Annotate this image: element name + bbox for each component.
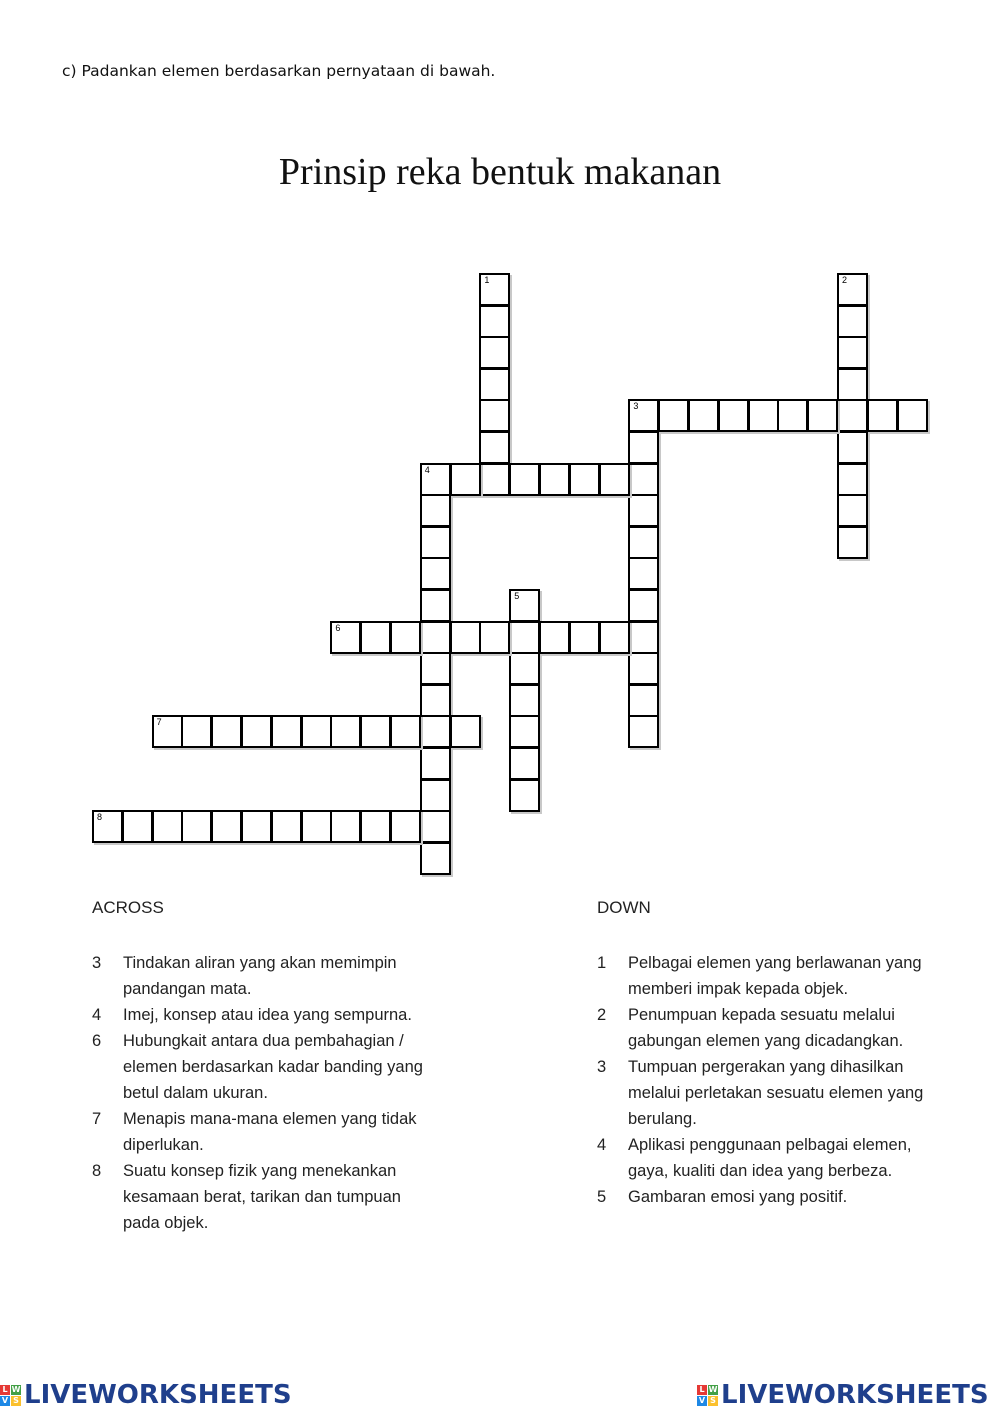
crossword-cell[interactable] — [479, 621, 510, 654]
clue-number: 5 — [597, 1188, 607, 1206]
crossword-cell[interactable] — [241, 810, 272, 843]
crossword-cell[interactable] — [509, 652, 540, 685]
clue-number-label: 5 — [514, 591, 520, 601]
crossword-cell[interactable] — [509, 715, 540, 748]
crossword-cell-input[interactable] — [422, 496, 449, 525]
crossword-cell-input[interactable] — [899, 401, 926, 430]
crossword-cell[interactable] — [479, 305, 510, 338]
crossword-cell-input[interactable] — [422, 717, 449, 746]
crossword-cell[interactable] — [569, 621, 600, 654]
crossword-cell[interactable] — [211, 810, 242, 843]
crossword-cell-input[interactable] — [571, 623, 598, 652]
crossword-cell[interactable] — [181, 715, 212, 748]
crossword-cell-input[interactable] — [779, 401, 806, 430]
crossword-cell[interactable] — [122, 810, 153, 843]
crossword-cell-input[interactable] — [511, 686, 538, 715]
crossword-cell-input[interactable] — [303, 812, 330, 841]
crossword-cell[interactable] — [360, 621, 391, 654]
crossword-cell-input[interactable] — [452, 717, 479, 746]
crossword-cell[interactable] — [330, 810, 361, 843]
crossword-cell-input[interactable] — [541, 623, 568, 652]
crossword-cell[interactable] — [330, 621, 361, 654]
crossword-cell[interactable] — [360, 715, 391, 748]
clue-text: Gambaran emosi yang positif. — [628, 1188, 848, 1206]
crossword-cell-input[interactable] — [630, 654, 657, 683]
across-clue — [92, 1028, 472, 1106]
clue-number-label: 7 — [156, 717, 162, 728]
down-clue — [597, 1132, 977, 1184]
crossword-cell-input[interactable] — [392, 717, 419, 746]
crossword-cell-input[interactable] — [392, 812, 419, 841]
crossword-cell-input[interactable] — [630, 528, 657, 557]
crossword-cell[interactable] — [330, 715, 361, 748]
crossword-cell-input[interactable] — [243, 812, 270, 841]
crossword-cell-input[interactable] — [630, 686, 657, 715]
clue-text: Pelbagai elemen yang berlawanan yang memberi impak kepada objek. — [628, 954, 922, 998]
crossword-cell-input[interactable] — [839, 465, 866, 494]
crossword-cell[interactable] — [569, 463, 600, 496]
crossword-cell-input[interactable] — [511, 717, 538, 746]
crossword-cell-input[interactable] — [630, 401, 657, 430]
crossword-cell[interactable] — [420, 494, 451, 527]
crossword-cell[interactable] — [718, 399, 749, 432]
across-clue — [92, 1002, 472, 1028]
crossword-cell-input[interactable] — [630, 433, 657, 462]
crossword-cell[interactable] — [837, 526, 868, 559]
crossword-cell[interactable] — [271, 810, 302, 843]
crossword-cell[interactable] — [420, 652, 451, 685]
down-clue — [597, 1184, 977, 1210]
crossword-cell[interactable] — [420, 557, 451, 590]
crossword-cell-input[interactable] — [332, 623, 359, 652]
crossword-cell[interactable] — [420, 715, 451, 748]
crossword-cell-input[interactable] — [243, 717, 270, 746]
clue-number: 2 — [597, 1006, 607, 1024]
crossword-cell[interactable] — [181, 810, 212, 843]
clue-text: Penumpuan kepada sesuatu melalui gabungan elemen yang dicadangkan. — [628, 1006, 904, 1050]
crossword-cell-input[interactable] — [332, 717, 359, 746]
down-clue — [597, 1054, 977, 1132]
clue-number-label: 4 — [424, 464, 430, 475]
across-clue — [92, 950, 472, 1002]
across-clues — [92, 898, 472, 1236]
crossword-cell[interactable] — [628, 399, 659, 432]
instruction-text: c) Padankan elemen berdasarkan pernyataan di bawah. — [62, 62, 496, 80]
across-heading: ACROSS — [92, 898, 164, 917]
crossword-cell[interactable] — [390, 621, 421, 654]
down-clue — [597, 950, 977, 1002]
clue-text: Imej, konsep atau idea yang sempurna. — [123, 1006, 412, 1024]
crossword-cell-input[interactable] — [839, 338, 866, 367]
down-clue — [597, 1002, 977, 1054]
clue-number-label: 3 — [633, 401, 639, 412]
crossword-cell-input[interactable] — [422, 528, 449, 557]
crossword-cell-input[interactable] — [422, 686, 449, 715]
crossword-cell[interactable] — [390, 810, 421, 843]
crossword-cell-input[interactable] — [839, 528, 866, 557]
crossword-cell-input[interactable] — [511, 749, 538, 778]
crossword-cell[interactable] — [837, 494, 868, 527]
crossword-cell-input[interactable] — [511, 623, 538, 652]
crossword-cell[interactable] — [479, 431, 510, 464]
crossword-cell[interactable] — [628, 557, 659, 590]
clue-number: 4 — [92, 1006, 102, 1024]
crossword-cell-input[interactable] — [511, 654, 538, 683]
crossword-cell[interactable] — [509, 747, 540, 780]
crossword-cell-input[interactable] — [690, 401, 717, 430]
crossword-cell-input[interactable] — [273, 717, 300, 746]
crossword-cell-input[interactable] — [303, 717, 330, 746]
across-clue — [92, 1158, 472, 1236]
crossword-cell-input[interactable] — [630, 465, 657, 494]
crossword-cell-input[interactable] — [213, 812, 240, 841]
clue-number: 7 — [92, 1110, 102, 1128]
crossword-cell[interactable] — [420, 810, 451, 843]
crossword-cell[interactable] — [837, 336, 868, 369]
crossword-cell-input[interactable] — [511, 465, 538, 494]
crossword-cell-input[interactable] — [809, 401, 836, 430]
crossword-cell-input[interactable] — [452, 465, 479, 494]
crossword-cell[interactable] — [301, 810, 332, 843]
crossword-cell[interactable] — [450, 463, 481, 496]
crossword-cell-input[interactable] — [630, 623, 657, 652]
down-clues — [597, 898, 977, 1210]
crossword-cell-input[interactable] — [452, 623, 479, 652]
crossword-cell[interactable] — [360, 810, 391, 843]
crossword-cell-input[interactable] — [481, 307, 508, 336]
crossword-cell-input[interactable] — [422, 623, 449, 652]
clue-number: 4 — [597, 1136, 607, 1154]
page-title: Prinsip reka bentuk makanan — [278, 151, 722, 193]
crossword-cell[interactable] — [897, 399, 928, 432]
crossword-cell-input[interactable] — [183, 717, 210, 746]
crossword-cell-input[interactable] — [422, 749, 449, 778]
clue-text: Suatu konsep fizik yang menekankan kesamaan berat, tarikan dan tumpuan pada objek. — [123, 1162, 401, 1232]
crossword-cell[interactable] — [539, 463, 570, 496]
crossword-cell[interactable] — [420, 684, 451, 717]
crossword-cell[interactable] — [688, 399, 719, 432]
clue-text: Hubungkait antara dua pembahagian / elemen berdasarkan kadar banding yang betul dalam ukuran. — [123, 1032, 423, 1102]
clue-number: 1 — [597, 954, 607, 972]
crossword-cell-input[interactable] — [422, 654, 449, 683]
crossword-cell[interactable] — [658, 399, 689, 432]
clue-text: Aplikasi penggunaan pelbagai elemen, gaya, kualiti dan idea yang berbeza. — [628, 1136, 912, 1180]
liveworksheets-logo-left — [0, 1381, 292, 1409]
across-clue-list — [92, 950, 472, 1236]
crossword-cell-input[interactable] — [273, 812, 300, 841]
crossword-cell[interactable] — [599, 621, 630, 654]
crossword-cell[interactable] — [628, 684, 659, 717]
crossword-cell-input[interactable] — [869, 401, 896, 430]
crossword-cell[interactable] — [301, 715, 332, 748]
crossword-cell-input[interactable] — [839, 275, 866, 304]
crossword-cell-input[interactable] — [750, 401, 777, 430]
crossword-cell[interactable] — [599, 463, 630, 496]
crossword-cell-input[interactable] — [630, 591, 657, 620]
crossword-cell-input[interactable] — [839, 401, 866, 430]
crossword-cell[interactable] — [509, 621, 540, 654]
clue-number-label: 6 — [335, 622, 341, 633]
crossword-cell-input[interactable] — [511, 591, 538, 620]
crossword-cell-input[interactable] — [601, 465, 628, 494]
crossword-cell[interactable] — [628, 494, 659, 527]
crossword-cell-input[interactable] — [630, 559, 657, 588]
logo-mark-icon — [0, 1385, 21, 1406]
liveworksheets-logo-right — [697, 1381, 989, 1409]
crossword-cell-input[interactable] — [839, 370, 866, 399]
crossword-cell-input[interactable] — [630, 717, 657, 746]
logo-square: V — [698, 1395, 706, 1405]
crossword-cell-input[interactable] — [213, 717, 240, 746]
logo-square: S — [708, 1396, 718, 1406]
crossword-cell[interactable] — [837, 431, 868, 464]
logo-square: W — [708, 1384, 718, 1394]
crossword-cell[interactable] — [539, 621, 570, 654]
crossword-cell[interactable] — [152, 810, 183, 843]
crossword-cell-input[interactable] — [332, 812, 359, 841]
crossword-cell[interactable] — [420, 747, 451, 780]
crossword-cell[interactable] — [479, 368, 510, 401]
crossword-cell[interactable] — [420, 779, 451, 812]
crossword-cell[interactable] — [92, 810, 123, 843]
crossword-cell-input[interactable] — [839, 433, 866, 462]
crossword-cell[interactable] — [211, 715, 242, 748]
logo-text: LIVEWORKSHEETS — [721, 1380, 989, 1410]
clue-text: Menapis mana-mana elemen yang tidak diperlukan. — [123, 1110, 417, 1154]
logo-square: W — [11, 1384, 21, 1394]
crossword-cell[interactable] — [420, 589, 451, 622]
crossword-cell[interactable] — [837, 463, 868, 496]
crossword-cell[interactable] — [509, 463, 540, 496]
crossword-cell[interactable] — [628, 652, 659, 685]
crossword-cell[interactable] — [628, 589, 659, 622]
crossword-cell[interactable] — [479, 399, 510, 432]
logo-square: L — [697, 1385, 707, 1395]
clue-number: 6 — [92, 1032, 102, 1050]
crossword-cell-input[interactable] — [422, 559, 449, 588]
crossword-cell-input[interactable] — [422, 781, 449, 810]
crossword-cell[interactable] — [479, 463, 510, 496]
clue-number-label: 1 — [484, 275, 490, 285]
crossword-cell[interactable] — [390, 715, 421, 748]
crossword-cell[interactable] — [420, 842, 451, 875]
clue-number-label: 8 — [97, 812, 103, 823]
crossword-cell-input[interactable] — [154, 717, 181, 746]
crossword-cell-input[interactable] — [124, 812, 151, 841]
across-clue — [92, 1106, 472, 1158]
crossword-cell-input[interactable] — [481, 623, 508, 652]
crossword-cell-input[interactable] — [94, 812, 121, 841]
logo-mark-icon — [697, 1385, 718, 1406]
crossword-cell[interactable] — [837, 273, 868, 306]
crossword-cell[interactable] — [450, 621, 481, 654]
crossword-cell-input[interactable] — [511, 781, 538, 810]
clue-number: 8 — [92, 1162, 102, 1180]
crossword-cell-input[interactable] — [481, 401, 508, 430]
logo-square: V — [1, 1395, 9, 1405]
crossword-cell[interactable] — [479, 336, 510, 369]
crossword-cell-input[interactable] — [154, 812, 181, 841]
crossword-cell-input[interactable] — [481, 338, 508, 367]
crossword-cell-input[interactable] — [541, 465, 568, 494]
crossword-cell[interactable] — [628, 715, 659, 748]
crossword-cell-input[interactable] — [422, 844, 449, 873]
crossword-cell-input[interactable] — [571, 465, 598, 494]
crossword-cell[interactable] — [867, 399, 898, 432]
down-clue-list — [597, 950, 977, 1210]
crossword-cell[interactable] — [837, 305, 868, 338]
crossword-cell-input[interactable] — [422, 465, 449, 494]
crossword-cell-input[interactable] — [839, 496, 866, 525]
crossword-cell-input[interactable] — [422, 591, 449, 620]
crossword-cell-input[interactable] — [362, 623, 389, 652]
crossword-cell[interactable] — [152, 715, 183, 748]
crossword-cell[interactable] — [420, 621, 451, 654]
crossword-cell-input[interactable] — [422, 812, 449, 841]
crossword-cell-input[interactable] — [839, 307, 866, 336]
clue-number: 3 — [597, 1058, 607, 1076]
crossword-cell-input[interactable] — [481, 433, 508, 462]
crossword-cell[interactable] — [807, 399, 838, 432]
crossword-cell[interactable] — [479, 273, 510, 306]
clue-text: Tindakan aliran yang akan memimpin pandangan mata. — [123, 954, 397, 998]
crossword-cell[interactable] — [509, 779, 540, 812]
crossword-cell[interactable] — [509, 684, 540, 717]
logo-square: L — [0, 1385, 10, 1395]
crossword-cell[interactable] — [509, 589, 540, 622]
clue-number-label: 2 — [842, 275, 848, 285]
crossword-cell-input[interactable] — [660, 401, 687, 430]
crossword-cell-input[interactable] — [362, 812, 389, 841]
crossword-cell[interactable] — [241, 715, 272, 748]
crossword-cell[interactable] — [420, 526, 451, 559]
crossword-cell-input[interactable] — [720, 401, 747, 430]
crossword-cell-input[interactable] — [392, 623, 419, 652]
clue-text: Tumpuan pergerakan yang dihasilkan melalui perletakan sesuatu elemen yang berulang. — [628, 1058, 924, 1128]
crossword-cell-input[interactable] — [183, 812, 210, 841]
crossword-cell[interactable] — [837, 399, 868, 432]
crossword-cell[interactable] — [271, 715, 302, 748]
logo-text: LIVEWORKSHEETS — [24, 1380, 292, 1410]
crossword-cell[interactable] — [777, 399, 808, 432]
crossword-cell-input[interactable] — [601, 623, 628, 652]
crossword-cell[interactable] — [748, 399, 779, 432]
crossword-cell-input[interactable] — [481, 465, 508, 494]
crossword-cell-input[interactable] — [630, 496, 657, 525]
clue-number: 3 — [92, 954, 102, 972]
down-heading: DOWN — [597, 898, 651, 917]
crossword-cell[interactable] — [450, 715, 481, 748]
crossword-cell-input[interactable] — [362, 717, 389, 746]
crossword-cell[interactable] — [628, 431, 659, 464]
crossword-cell[interactable] — [420, 463, 451, 496]
crossword-cell[interactable] — [628, 526, 659, 559]
crossword-cell[interactable] — [628, 463, 659, 496]
crossword-cell-input[interactable] — [481, 275, 508, 304]
crossword-cell[interactable] — [837, 368, 868, 401]
crossword-cell[interactable] — [628, 621, 659, 654]
crossword-cell-input[interactable] — [481, 370, 508, 399]
logo-square: S — [11, 1396, 21, 1406]
